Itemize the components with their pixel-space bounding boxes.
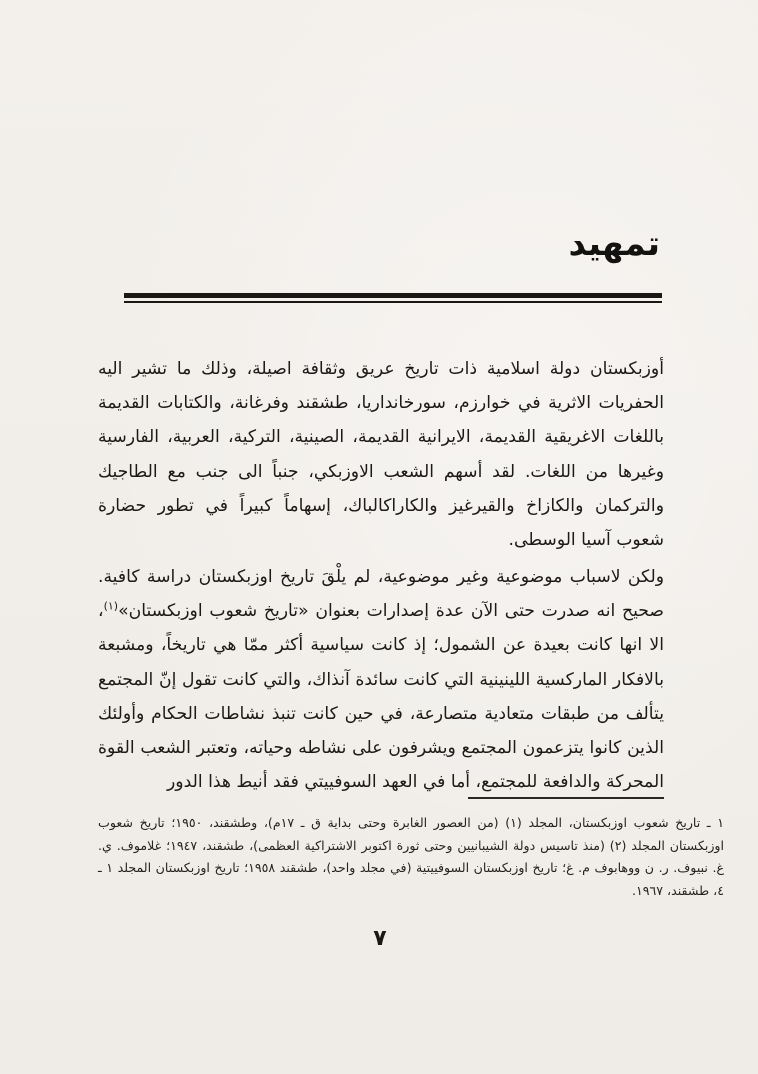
page-number: ٧ <box>373 926 387 951</box>
heading-rule-thick <box>124 293 662 298</box>
heading-rule-thin <box>124 301 662 303</box>
footnote-reference: (١) <box>103 599 119 613</box>
paragraph-2 <box>98 560 664 799</box>
paragraph-2-text-start: ولكن لاسباب موضوعية وغير موضوعية، لم يلْقَ تاريخ اوزبكستان دراسة كافية. صحيح انه صدرت حتى الآن عدة إصدارات بعنوان «تاريخ شعوب اوزبكستان» <box>98 567 664 622</box>
paragraph-1: أوزبكستان دولة اسلامية ذات تاريخ عريق وثقافة اصيلة، وذلك ما تشير اليه الحفريات الاثرية في خوارزم، سورخانداريا، طشقند وفرغانة، والكتابات القديمة باللغات الاغريقية القديمة، الايرانية القديمة، الصينية، التركية، العربية، الفارسية وغيرها من اللغات. لقد أسهم الشعب الاوزبكي، جنباً الى جنب مع الطاجيك والتركمان والكازاخ والقيرغيز والكاراكالباك، إسهاماً كبيراً في تطور حضارة شعوب آسيا الوسطى. <box>98 359 664 551</box>
footnote-separator <box>468 797 664 799</box>
section-heading: تمهيد <box>568 224 660 264</box>
footnote: ١ ـ تاريخ شعوب اوزبكستان، المجلد (١) (من العصور الغابرة وحتى بداية ق ـ ١٧م)، وطشقند، ١٩٥٠؛ تاريخ شعوب اوزبكستان المجلد (٢) (منذ تاسيس دولة الشيبانيين وحتى ثورة اكتوبر الاشتراكية العظمى)، طشقند، ١٩٤٧؛ غلاموف. ي. غ. نبيوف. ر. ن ووهابوف م. غ؛ تاريخ اوزبكستان السوفييتية (في مجلد واحد)، طشقند ١٩٥٨؛ تاريخ اوزبكستان المجلد ١ ـ ٤، طشقند، ١٩٦٧. <box>98 815 724 898</box>
paragraph-2-text-end: ، الا انها كانت بعيدة عن الشمول؛ إذ كانت سياسية أكثر ممّا هي تاريخاً، ومشبعة بالافكار الماركسية اللينينية التي كانت سائدة آنذاك، والتي كانت تقول إنّ المجتمع يتألف من طبقات متعادية متصارعة، في حين كانت تنبذ نشاطات الحكام وأولئك الذين كانوا يتزعمون المجتمع ويشرفون على نشاطه وحياته، وتعتبر الشعب القوة المحركة والدافعة للمجتمع، أما في العهد السوفييتي فقد أنيط هذا الدور <box>98 601 664 793</box>
